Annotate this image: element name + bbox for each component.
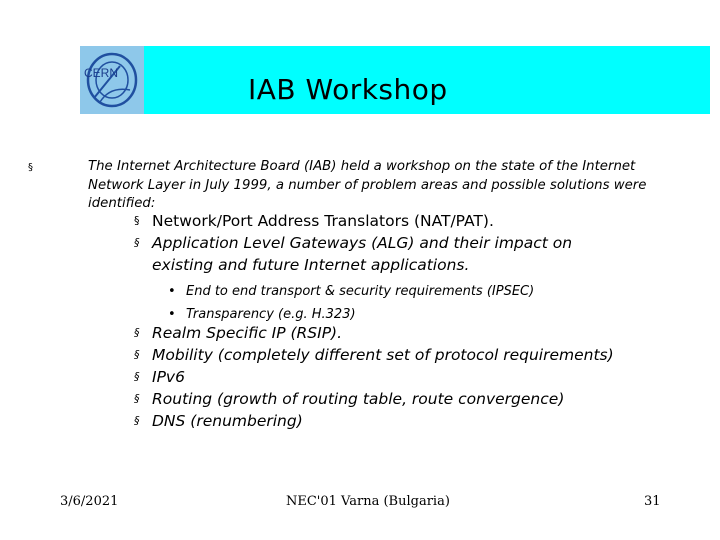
list-item <box>168 280 648 303</box>
list-item-label: Routing (growth of routing table, route convergence) <box>152 390 565 408</box>
bullet-icon: § <box>134 236 140 249</box>
list-item <box>134 388 634 410</box>
list-item-label: End to end transport & security requirements (IPSEC) <box>186 284 535 299</box>
bullet-icon: § <box>134 392 140 405</box>
cern-logo <box>80 46 144 114</box>
subtopic-list <box>168 280 648 326</box>
bullet-icon: § <box>134 414 140 427</box>
list-item-label: Transparency (e.g. H.323) <box>186 307 356 322</box>
list-item-label: Mobility (completely different set of protocol requirements) <box>152 346 614 364</box>
list-item <box>134 232 634 276</box>
bullet-icon: § <box>134 326 140 339</box>
topic-list-a <box>134 210 634 276</box>
bullet-icon: § <box>134 214 140 227</box>
footer-date: 3/6/2021 <box>60 494 119 509</box>
list-item-label: Network/Port Address Translators (NAT/PAT). <box>152 212 494 230</box>
list-item-label: DNS (renumbering) <box>152 412 303 430</box>
bullet-icon: • <box>168 284 176 299</box>
logo-text: CERN <box>84 66 119 80</box>
intro-bullet-icon: § <box>28 162 33 173</box>
bullet-icon: § <box>134 370 140 383</box>
title-bar <box>144 46 710 114</box>
list-item-label: Application Level Gateways (ALG) and their impact on existing and future Internet applications. <box>152 234 573 274</box>
slide-title: IAB Workshop <box>248 73 448 106</box>
list-item-label: Realm Specific IP (RSIP). <box>152 324 343 342</box>
bullet-icon: § <box>134 348 140 361</box>
bullet-icon: • <box>168 307 176 322</box>
intro-text: The Internet Architecture Board (IAB) held a workshop on the state of the Internet Network Layer in July 1999, a number of problem areas and possible solutions were identified: <box>88 159 647 211</box>
list-item <box>134 410 634 432</box>
list-item-label: IPv6 <box>152 368 185 386</box>
list-item <box>134 322 634 344</box>
list-item <box>134 344 634 366</box>
cern-logo-icon <box>80 46 144 114</box>
topic-list-b <box>134 322 634 432</box>
list-item <box>134 210 634 232</box>
list-item <box>134 366 634 388</box>
page-number: 31 <box>644 494 661 509</box>
footer-event: NEC'01 Varna (Bulgaria) <box>286 494 450 509</box>
